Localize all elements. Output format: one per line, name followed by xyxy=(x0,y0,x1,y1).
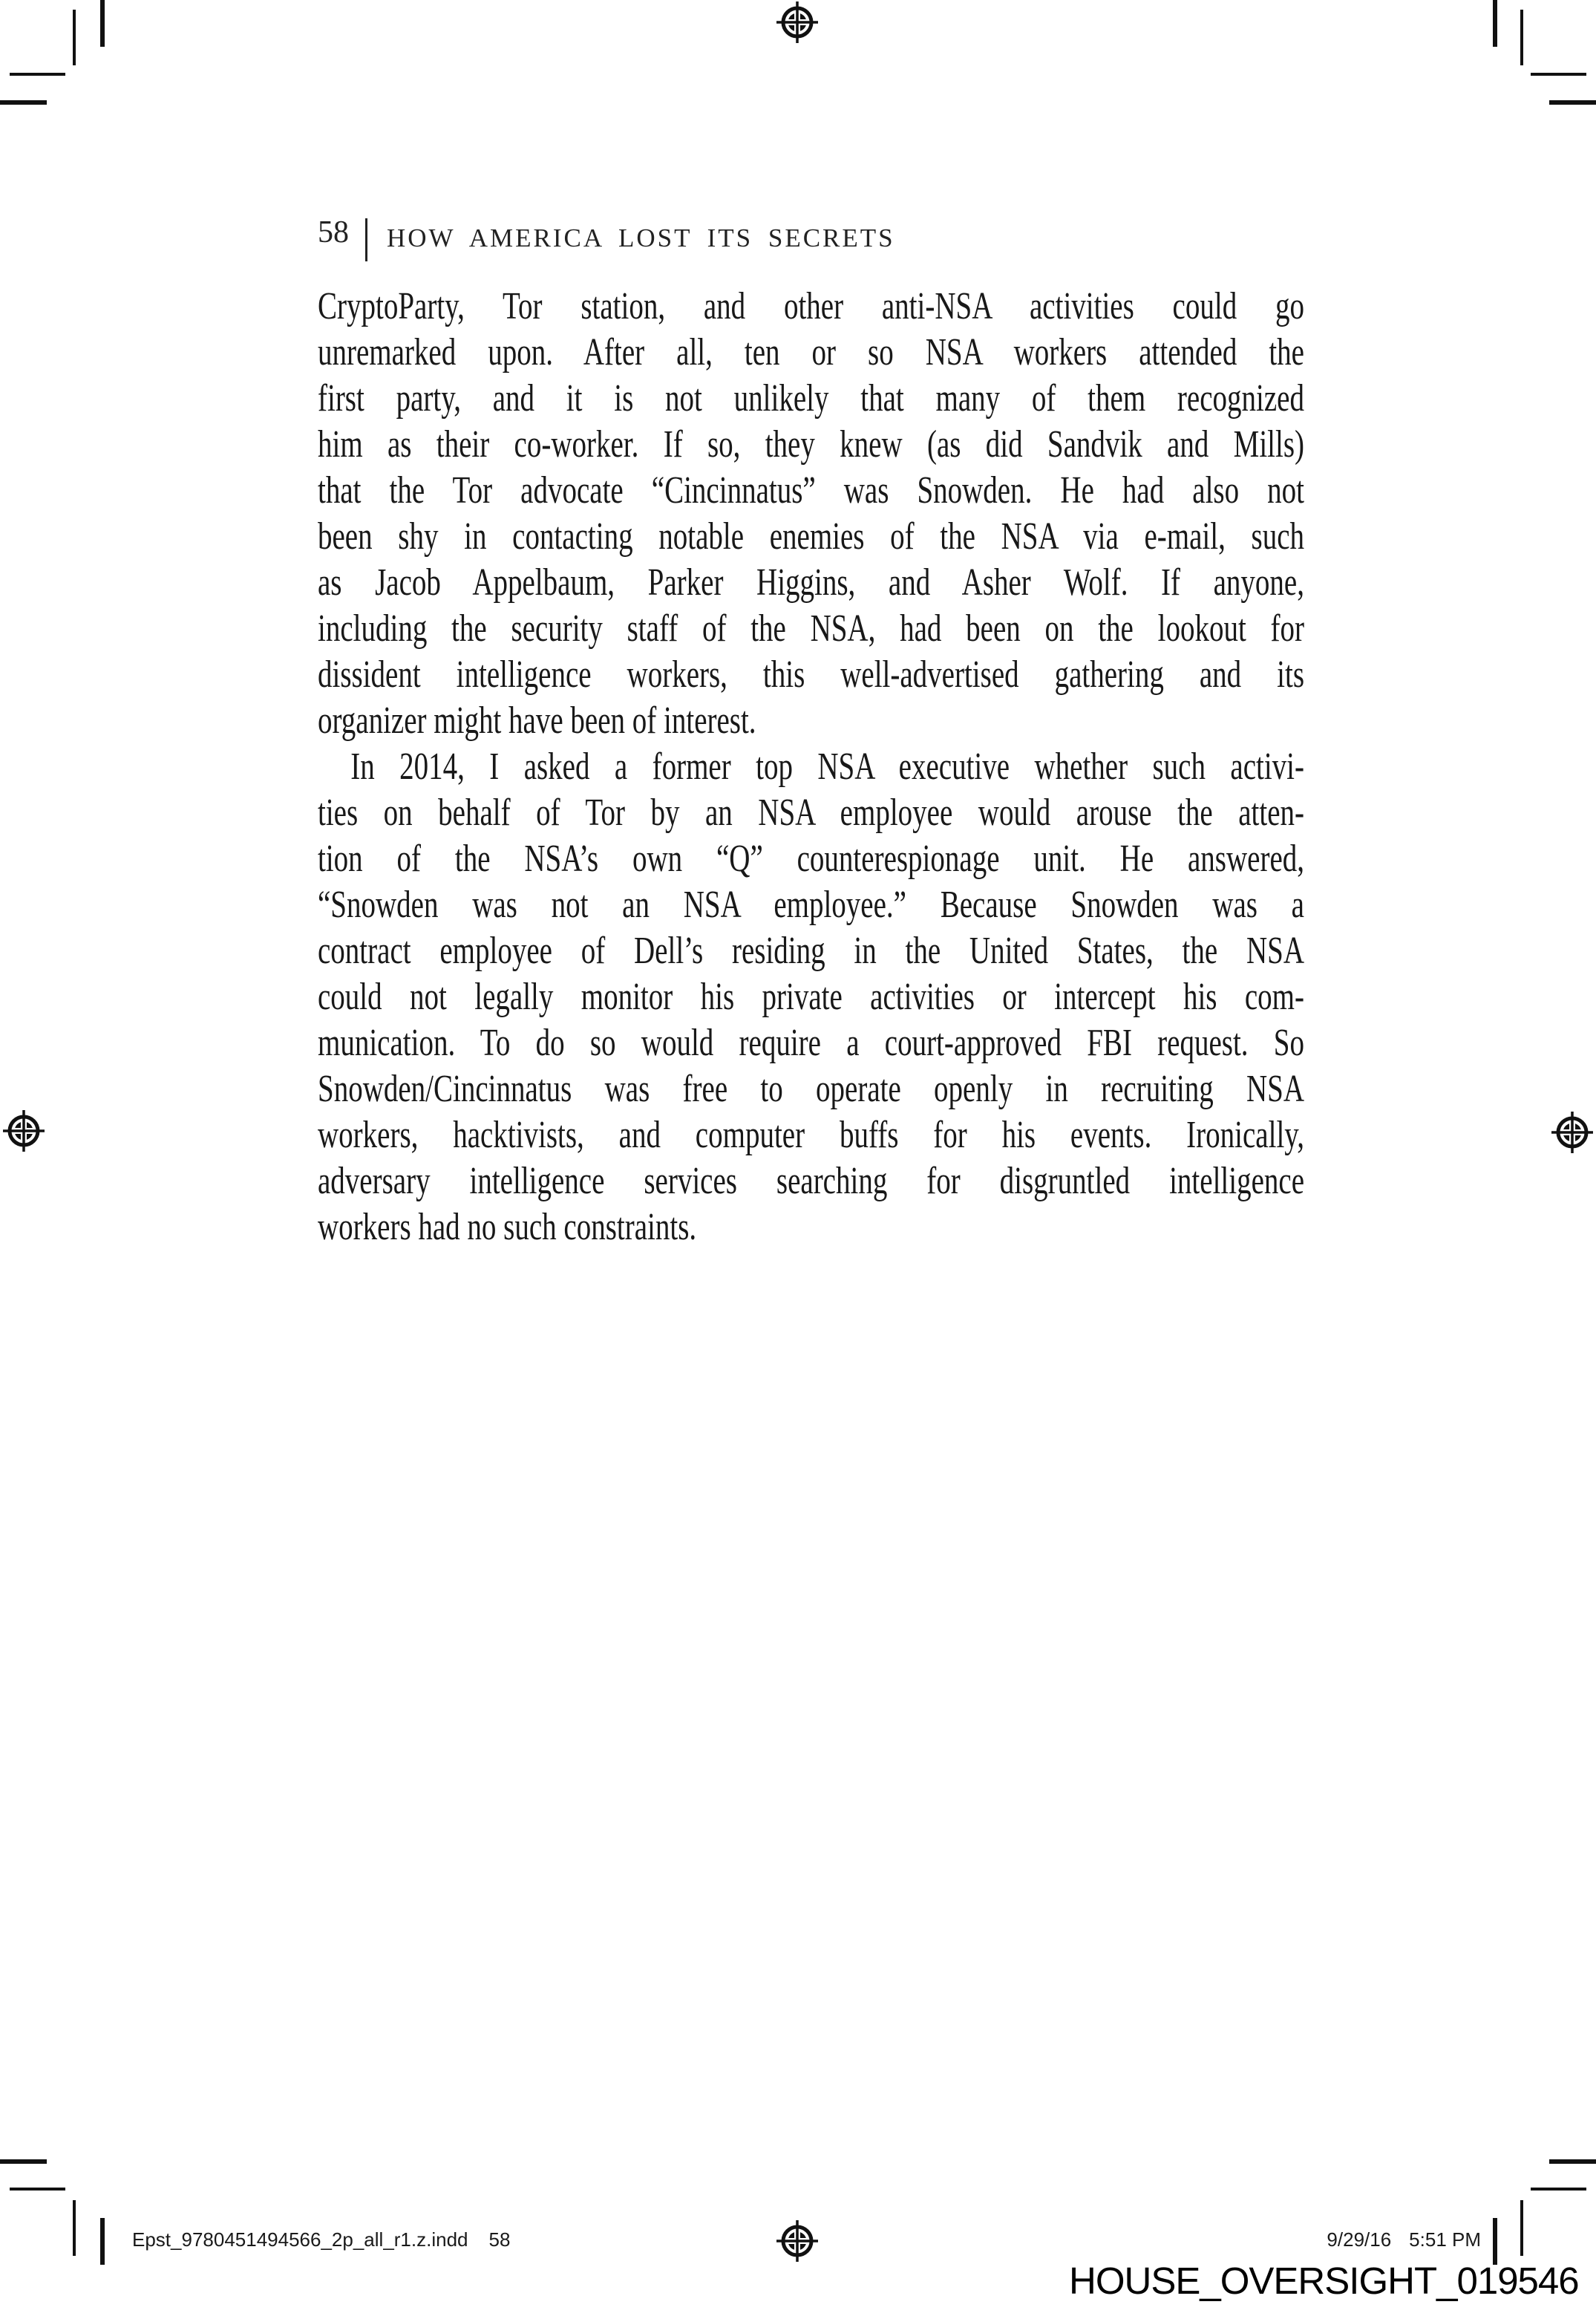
crop-mark-line xyxy=(73,10,76,65)
registration-mark-right-icon xyxy=(1550,1110,1595,1155)
print-slug-filename xyxy=(132,2229,510,2251)
crop-mark-line xyxy=(100,2218,105,2265)
registration-mark-top-icon xyxy=(775,0,820,45)
body-line: organizer might have been of interest. xyxy=(318,699,756,742)
body-line: workers had no such constraints. xyxy=(318,1206,697,1248)
body-line: been shy in contacting notable enemies of the NSA via e-mail, such xyxy=(318,515,1304,558)
crop-mark-line xyxy=(1493,0,1497,47)
print-filename: Epst_9780451494566_2p_all_r1.z.indd xyxy=(132,2228,468,2251)
header-divider xyxy=(365,218,367,261)
body-line: Snowden/Cincinnatus was free to operate openly in recruiting NSA xyxy=(318,1068,1304,1110)
body-line: as Jacob Appelbaum, Parker Higgins, and Asher Wolf. If anyone, xyxy=(318,561,1304,604)
crop-mark-line xyxy=(1549,100,1596,105)
registration-mark-left-icon xyxy=(1,1109,46,1153)
crop-mark-line xyxy=(100,0,105,47)
body-line: contract employee of Dell’s residing in the United States, the NSA xyxy=(318,930,1304,972)
body-line: first party, and it is not unlikely that many of them recognized xyxy=(318,377,1304,420)
print-time: 5:51 PM xyxy=(1409,2228,1481,2251)
body-line: “Snowden was not an NSA employee.” Because Snowden was a xyxy=(318,884,1304,926)
crop-mark-line xyxy=(1531,2188,1586,2191)
page-number: 58 xyxy=(318,215,349,249)
bates-stamp: HOUSE_OVERSIGHT_019546 xyxy=(1069,2260,1579,2302)
body-line: him as their co-worker. If so, they knew (as did Sandvik and Mills) xyxy=(318,423,1304,466)
body-line: dissident intelligence workers, this well-advertised gathering and its xyxy=(318,653,1304,696)
body-line: unremarked upon. After all, ten or so NSA workers attended the xyxy=(318,331,1304,374)
body-line: that the Tor advocate “Cincinnatus” was Snowden. He had also not xyxy=(318,469,1304,512)
crop-mark-line xyxy=(1493,2218,1497,2265)
crop-mark-line xyxy=(1520,10,1523,65)
body-text xyxy=(318,284,1304,1250)
crop-mark-line xyxy=(1549,2159,1596,2164)
crop-mark-line xyxy=(0,2159,47,2164)
body-line: CryptoParty, Tor station, and other anti-NSA activities could go xyxy=(318,285,1304,327)
registration-mark-bottom-icon xyxy=(775,2219,820,2263)
body-line: munication. To do so would require a court-approved FBI request. So xyxy=(318,1022,1304,1064)
print-slug-page-number: 58 xyxy=(488,2228,511,2251)
running-title: HOW AMERICA LOST ITS SECRETS xyxy=(387,224,895,252)
body-line: workers, hacktivists, and computer buffs for his events. Ironically, xyxy=(318,1114,1304,1156)
crop-mark-line xyxy=(1520,2200,1523,2256)
crop-mark-line xyxy=(10,2188,65,2191)
crop-mark-line xyxy=(0,100,47,105)
body-line: could not legally monitor his private activities or intercept his com- xyxy=(318,976,1304,1018)
body-line: tion of the NSA’s own “Q” counterespionage unit. He answered, xyxy=(318,838,1304,880)
body-line: In 2014, I asked a former top NSA executive whether such activi- xyxy=(350,746,1304,788)
body-line: ties on behalf of Tor by an NSA employee would arouse the atten- xyxy=(318,792,1304,834)
print-date: 9/29/16 xyxy=(1327,2228,1392,2251)
body-line: adversary intelligence services searching for disgruntled intelligence xyxy=(318,1160,1304,1202)
print-slug-datetime xyxy=(1327,2229,1481,2251)
crop-mark-line xyxy=(73,2200,76,2256)
body-line: including the security staff of the NSA, had been on the lookout for xyxy=(318,607,1304,650)
crop-mark-line xyxy=(1531,73,1586,76)
crop-mark-line xyxy=(10,73,65,76)
